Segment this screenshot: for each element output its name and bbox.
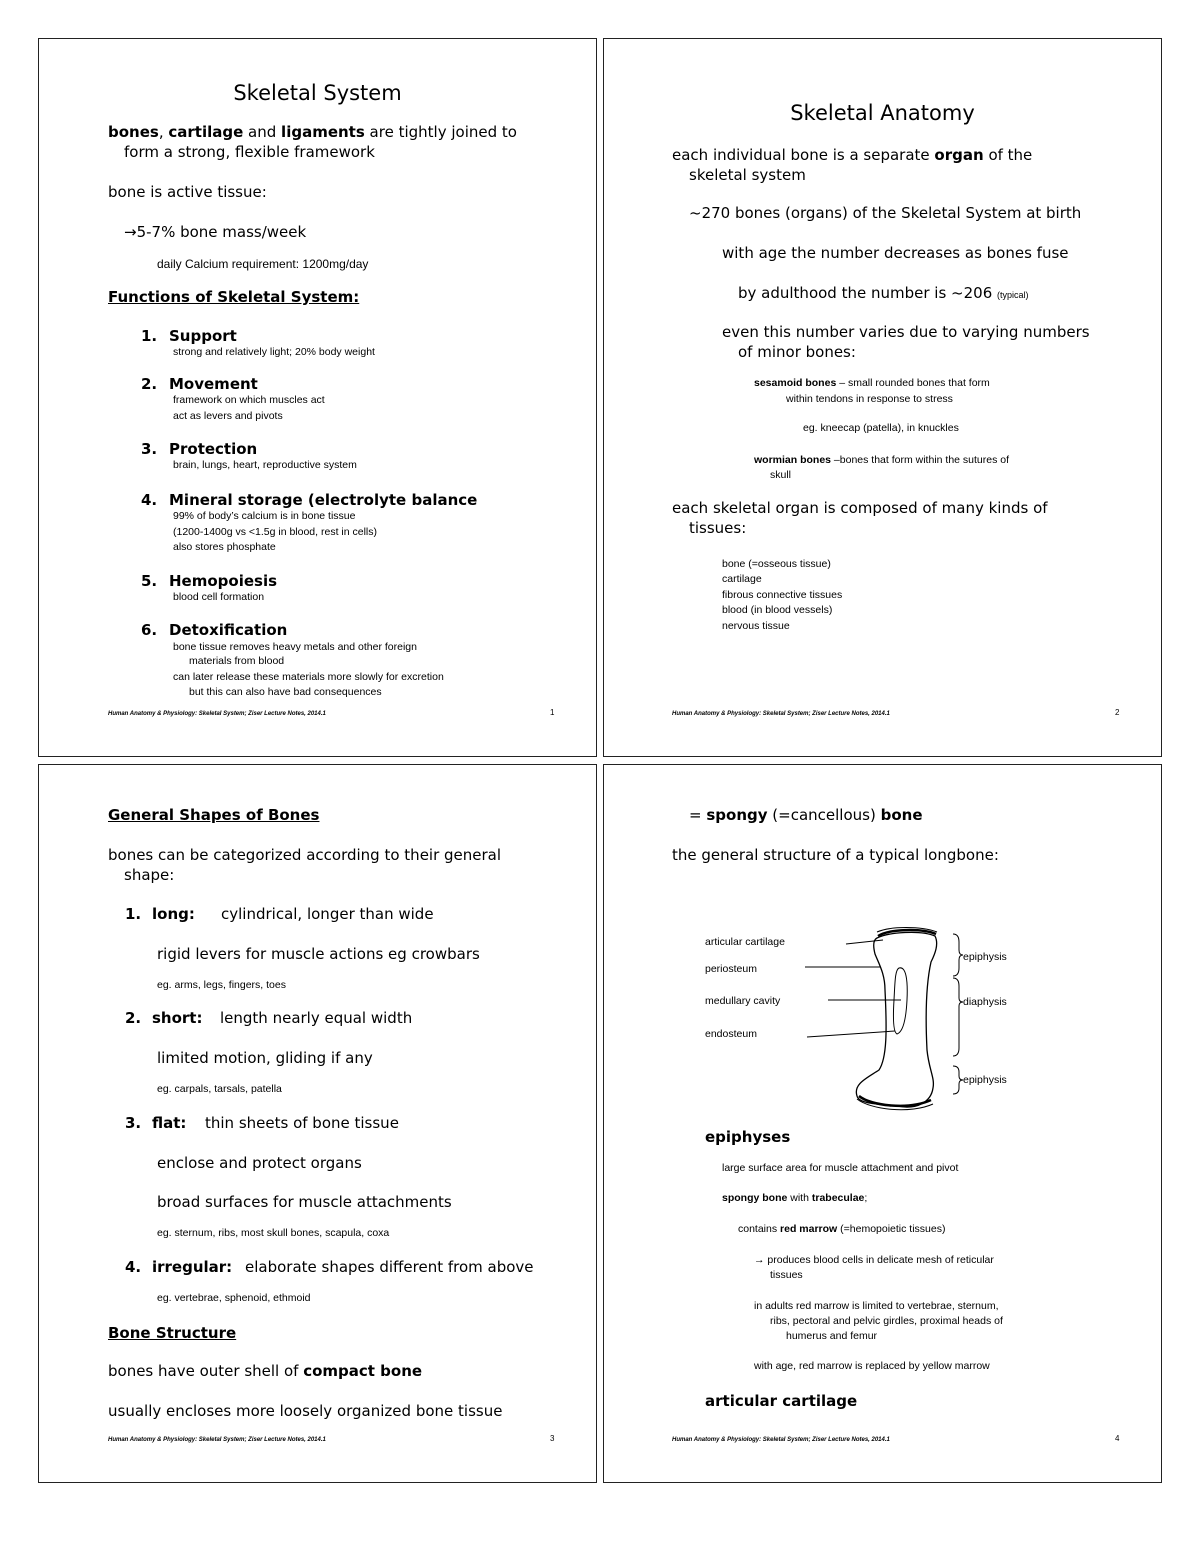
articular-cartilage-heading: articular cartilage	[705, 1392, 858, 1410]
func-4-num: 4.	[141, 491, 158, 509]
func-1-line: strong and relatively light; 20% body weight	[173, 346, 375, 358]
short-desc: limited motion, gliding if any	[157, 1049, 373, 1067]
label-epiphysis-bottom: epiphysis	[963, 1074, 1007, 1086]
page-number: 3	[550, 1434, 555, 1443]
func-4-line: also stores phosphate	[173, 541, 276, 553]
func-6-line: materials from blood	[189, 655, 285, 667]
short-text: length nearly equal width	[220, 1009, 413, 1027]
irregular-example: eg. vertebrae, sphenoid, ethmoid	[157, 1292, 311, 1304]
func-2-line: act as levers and pivots	[173, 410, 283, 422]
short-head: short:	[152, 1009, 203, 1027]
func-2-head: Movement	[169, 375, 258, 393]
yellow-marrow-line: with age, red marrow is replaced by yellow marrow	[754, 1360, 990, 1372]
shapes-intro-2: shape:	[124, 866, 175, 884]
tissue-item: fibrous connective tissues	[722, 589, 843, 601]
produces-line-2: tissues	[770, 1269, 803, 1281]
func-4-head: Mineral storage (electrolyte balance	[169, 491, 478, 509]
func-1-head: Support	[169, 327, 237, 345]
func-5-num: 5.	[141, 572, 158, 590]
page-number: 2	[1115, 708, 1120, 717]
flat-desc-1: enclose and protect organs	[157, 1154, 362, 1172]
flat-text: thin sheets of bone tissue	[205, 1114, 399, 1132]
slide-title: Skeletal System	[233, 81, 402, 105]
func-2-num: 2.	[141, 375, 158, 393]
active-line: bone is active tissue:	[108, 183, 267, 201]
mass-line: →5-7% bone mass/week	[124, 223, 307, 241]
func-5-head: Hemopoiesis	[169, 572, 278, 590]
label-endosteum: endosteum	[705, 1028, 757, 1040]
func-6-line: bone tissue removes heavy metals and other foreign	[173, 641, 417, 653]
fuse-line: with age the number decreases as bones fuse	[722, 244, 1069, 262]
slide-title: Skeletal Anatomy	[790, 101, 975, 125]
produces-line: → produces blood cells in delicate mesh of reticular	[754, 1254, 994, 1266]
short-example: eg. carpals, tarsals, patella	[157, 1083, 282, 1095]
irregular-text: elaborate shapes different from above	[245, 1258, 534, 1276]
page-number: 4	[1115, 1434, 1120, 1443]
encloses-line: usually encloses more loosely organized bone tissue	[108, 1402, 503, 1420]
tissue-item: nervous tissue	[722, 620, 790, 632]
label-medullary-cavity: medullary cavity	[705, 995, 781, 1007]
sesamoid-line: sesamoid bones – small rounded bones that form	[754, 377, 990, 389]
calcium-line: daily Calcium requirement: 1200mg/day	[157, 257, 369, 271]
wormian-line-2: skull	[770, 469, 792, 481]
short-num: 2.	[125, 1009, 142, 1027]
epiphyses-surface: large surface area for muscle attachment and pivot	[722, 1162, 959, 1174]
long-head: long:	[152, 905, 195, 923]
spongy-line: = spongy (=cancellous) bone	[689, 806, 923, 824]
spongy-trabeculae: spongy bone with trabeculae;	[722, 1192, 868, 1204]
footer: Human Anatomy & Physiology: Skeletal System; Ziser Lecture Notes, 2014.1	[108, 1437, 326, 1443]
varies-line-2: of minor bones:	[738, 343, 856, 361]
slide-1	[38, 38, 597, 757]
func-3-head: Protection	[169, 440, 258, 458]
func-4-line: (1200-1400g vs <1.5g in blood, rest in cells)	[173, 526, 377, 538]
func-6-line: can later release these materials more slowly for excretion	[173, 671, 444, 683]
sesamoid-example: eg. kneecap (patella), in knuckles	[803, 422, 959, 434]
footer: Human Anatomy & Physiology: Skeletal System; Ziser Lecture Notes, 2014.1	[108, 711, 326, 717]
label-diaphysis: diaphysis	[963, 996, 1007, 1008]
sesamoid-line-2: within tendons in response to stress	[786, 393, 953, 405]
tissues-line: each skeletal organ is composed of many kinds of	[672, 499, 1048, 517]
adult-marrow-line-2: ribs, pectoral and pelvic girdles, proximal heads of	[770, 1315, 1003, 1327]
functions-heading: Functions of Skeletal System:	[108, 288, 360, 306]
structure-heading: Bone Structure	[108, 1324, 237, 1342]
birth-count: ~270 bones (organs) of the Skeletal System at birth	[689, 204, 1082, 222]
longbone-line: the general structure of a typical longbone:	[672, 846, 999, 864]
func-2-line: framework on which muscles act	[173, 394, 325, 406]
varies-line: even this number varies due to varying numbers	[722, 323, 1090, 341]
page-number: 1	[550, 708, 555, 717]
flat-head: flat:	[152, 1114, 187, 1132]
func-4-line: 99% of body’s calcium is in bone tissue	[173, 510, 356, 522]
label-epiphysis-top: epiphysis	[963, 951, 1007, 963]
long-desc: rigid levers for muscle actions eg crowbars	[157, 945, 480, 963]
func-6-head: Detoxification	[169, 621, 288, 639]
flat-num: 3.	[125, 1114, 142, 1132]
func-5-line: blood cell formation	[173, 591, 265, 603]
long-num: 1.	[125, 905, 142, 923]
long-text: cylindrical, longer than wide	[221, 905, 434, 923]
red-marrow-line: contains red marrow (=hemopoietic tissues)	[738, 1223, 946, 1235]
irregular-num: 4.	[125, 1258, 142, 1276]
adult-marrow-line-3: humerus and femur	[786, 1330, 878, 1342]
tissue-item: cartilage	[722, 573, 762, 585]
wormian-line: wormian bones –bones that form within the sutures of	[754, 454, 1010, 466]
label-periosteum: periosteum	[705, 963, 757, 975]
tissue-item: blood (in blood vessels)	[722, 604, 833, 616]
func-6-num: 6.	[141, 621, 158, 639]
func-1-num: 1.	[141, 327, 158, 345]
intro-line-2: form a strong, flexible framework	[124, 143, 375, 161]
slide-2	[603, 38, 1162, 757]
organ-line: each individual bone is a separate organ of the	[672, 146, 1033, 164]
label-articular-cartilage: articular cartilage	[705, 936, 785, 948]
footer: Human Anatomy & Physiology: Skeletal System; Ziser Lecture Notes, 2014.1	[672, 711, 890, 717]
flat-example: eg. sternum, ribs, most skull bones, scapula, coxa	[157, 1227, 390, 1239]
organ-line-2: skeletal system	[689, 166, 806, 184]
func-3-num: 3.	[141, 440, 158, 458]
intro-line: bones, cartilage and ligaments are tightly joined to	[108, 123, 517, 141]
slide-3	[38, 764, 597, 1483]
tissues-line-2: tissues:	[689, 519, 747, 537]
long-example: eg. arms, legs, fingers, toes	[157, 979, 286, 991]
adult-count: by adulthood the number is ~206 (typical)	[738, 284, 1029, 302]
shapes-heading: General Shapes of Bones	[108, 806, 320, 824]
shapes-intro: bones can be categorized according to their general	[108, 846, 502, 864]
irregular-head: irregular:	[152, 1258, 233, 1276]
adult-marrow-line: in adults red marrow is limited to vertebrae, sternum,	[754, 1300, 999, 1312]
func-6-line: but this can also have bad consequences	[189, 686, 382, 698]
flat-desc-2: broad surfaces for muscle attachments	[157, 1193, 452, 1211]
footer: Human Anatomy & Physiology: Skeletal System; Ziser Lecture Notes, 2014.1	[672, 1437, 890, 1443]
tissue-item: bone (=osseous tissue)	[722, 558, 831, 570]
slide-4	[603, 764, 1162, 1483]
func-3-line: brain, lungs, heart, reproductive system	[173, 459, 357, 471]
compact-line: bones have outer shell of compact bone	[108, 1362, 423, 1380]
epiphyses-heading: epiphyses	[705, 1128, 791, 1146]
